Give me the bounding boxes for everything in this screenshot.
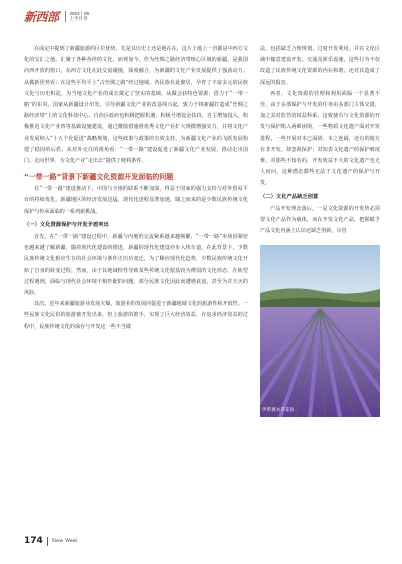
- body-paragraph: 首先，在“一带一路”建设过程中，新疆与内地的交流紧系越来越频繁，“一带一路”市场因紧密也越来越了解新疆，随着现代化建设的推进，新疆的现代化建设亦步入快车道，在此背景下，少数民族传统文化相应生存的社会环境与条件正历历变迁，为了顺应现代化趋势，少数民族传统文化开始了自身的转变过程。然而，由于其地域特性导致某些传统文化根基较为薄弱的文化形态，在转型过程遇到，面临与现代社会环境不相匹配的问题，部分民族文化因此而遭遇衰退，甚至为并天灭的风险。: [24, 234, 248, 297]
- page-footer: [24, 536, 77, 546]
- issue-tag: [65, 11, 90, 22]
- body-paragraph: 法，包括缺乏合理规划、过度开发利用，并在文化区域中随意建设开发、交通及娱乐设施，这些行为不仅改造了民族传统文化资源的内在和谐，还对其造成了深远的损害。: [260, 46, 380, 86]
- page-header: [24, 8, 89, 24]
- page-number: 174: [24, 536, 43, 546]
- body-paragraph: 再者，文化资源的管理和利用面临一个显著不佳，由于多部保护与开发的任务由多部门主体交错，加之其对监管的权益科系，这致使有与文化资源的开发与保护陷入两难困境，一些物质文化遗产面对开发进程，一些开展对本已面降、本之连阔，还有的地方在非开发、却忽视保护；对知表文化遗产的保护难度难，对那些不知名的，开发效益不大的文化遗产也无人问问，这种潜态都些无法于文化遗产的保护与开发。: [260, 90, 380, 187]
- left-column: [24, 44, 248, 333]
- body-paragraph: 在面定中提到了新疆旅游的区位优势、尤是其历史上还是地在在，这片土地上一直都是中西方文化的交汇之地。汇聚了各种各样的文化，而观加今，作为丝绸之路经济带核心区域的新疆，是我国向西开放的窗口，东西方文化在此交流碰撞，深度融合，为新疆的文化产业发展提供了强劲动力。从做新优势看：在这些平均平上“古丝绸之路”经过地域，各民族在此聚居，孕育了丰富多元的民族文化与历史积淀。为当地文化产业的成长奠定了坚实的基础。从做会获特色资源：借力于“一带一路”的东风，国家从新疆设计出发，引导新疆文化产业的改基线兴起，致力于将新疆打造成“丝绸之路经济带”上的文化科技中心。自治区政府也积极把握机遇，积极号增设金扶持，自主增加投入，积极推进文化产业四等基础设施建设，通过激励措施将优秀文化产业扩大规模增强实力，并将文化产业发展纳入“十五个化促进”战略规划，这些政策与政策的有效支持，为新疆文化产业的飞跃发展构建了稳固的后盾。从对外交往的视角看：“一带一路”建设促进了新疆文化产业发展，推动走出国门、走向世界，为文化产业“走出去”提供了便利条件。: [24, 46, 248, 165]
- sub-heading: （一）文化资源保护与开发矛盾突出: [24, 221, 109, 228]
- lavender-field-image: [260, 245, 380, 417]
- sub-heading: （二）文化产品缺乏创意: [260, 193, 319, 200]
- issue-edition: 上半月刊: [69, 16, 88, 21]
- body-paragraph: 在“一带一路”建设推动下，中国与全球的联系不断加深，得益于国家的强力支持与对外贸易平台的持续优化，新疆地区的经济发展迅猛，现代化进程显著加速，随之而来的是少数民族传统文化保护与传承面临的一系列新挑战。: [24, 186, 248, 215]
- body-paragraph: 产品开发理念落后，一是文化资源的开发势必需要文化产品作为载体，而在开发文化产品，把握赋予产品文化内涵上认识还缺乏创新，尽管: [260, 205, 380, 235]
- right-column: [260, 44, 380, 417]
- footer-divider: [47, 537, 48, 546]
- photo-caption: 伊犁薰衣草花海: [262, 408, 295, 414]
- body-paragraph: 其次，近年来新疆旅游业发展火爆，旅游业的发展同促进于新疆地域文化的旅游性和开放性。一些民族文化民俗的旅游被开发出来，但上旅游的推手，实现了巨大经济效益，在追求经济效益的过程中，民族传统文化的保存与开发这一些不当做: [24, 301, 248, 330]
- magazine-logo: 新西部: [24, 9, 59, 24]
- issue-number: 2023丨09: [69, 10, 90, 16]
- lavender-field-photo: [260, 245, 380, 417]
- section-heading: “一带一路”背景下新疆文化资源开发面临的问题: [24, 173, 174, 182]
- footer-brand: New West: [51, 538, 78, 544]
